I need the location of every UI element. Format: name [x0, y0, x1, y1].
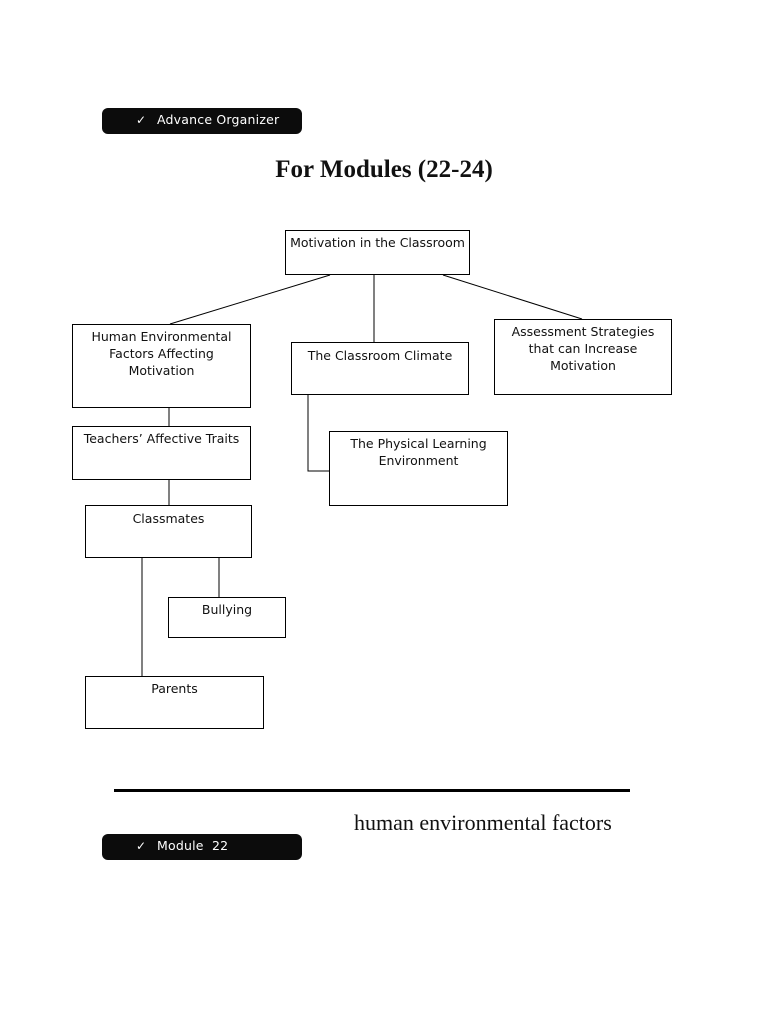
- node-classmates: [85, 505, 252, 558]
- module-label: Module 22: [157, 838, 229, 853]
- node-motivation-classroom: [285, 230, 470, 275]
- node-classroom-climate: [291, 342, 469, 395]
- node-label: The Physical Learning Environment: [350, 436, 487, 468]
- node-label: Classmates: [132, 511, 205, 526]
- connector-climate-physical: [308, 394, 329, 471]
- node-physical-environment: [329, 431, 508, 506]
- checkmark-icon: ✓: [136, 839, 147, 853]
- node-label: Teachers’ Affective Traits: [83, 431, 240, 446]
- node-label: Parents: [151, 681, 198, 696]
- section-caption: human environmental factors: [354, 810, 612, 835]
- node-bullying: [168, 597, 286, 638]
- node-label: Bullying: [201, 602, 253, 617]
- node-teachers-traits: [72, 426, 251, 480]
- node-label: Assessment Strategies that can Increase Motivation: [511, 324, 655, 373]
- connector-root-human: [170, 275, 330, 324]
- node-parents: [85, 676, 264, 729]
- node-assessment-strategies: [494, 319, 672, 395]
- node-label: Human Environmental Factors Affecting Motivation: [91, 329, 232, 378]
- node-label: Motivation in the Classroom: [290, 235, 465, 250]
- section-divider: [114, 789, 630, 792]
- node-human-factors: [72, 324, 251, 408]
- page-title: For Modules (22-24): [275, 156, 493, 183]
- checkmark-icon: ✓: [136, 113, 147, 127]
- advance-organizer-label: Advance Organizer: [157, 112, 280, 127]
- module-tag: [102, 834, 302, 860]
- connector-root-assessment: [443, 275, 582, 319]
- node-label: The Classroom Climate: [307, 348, 453, 363]
